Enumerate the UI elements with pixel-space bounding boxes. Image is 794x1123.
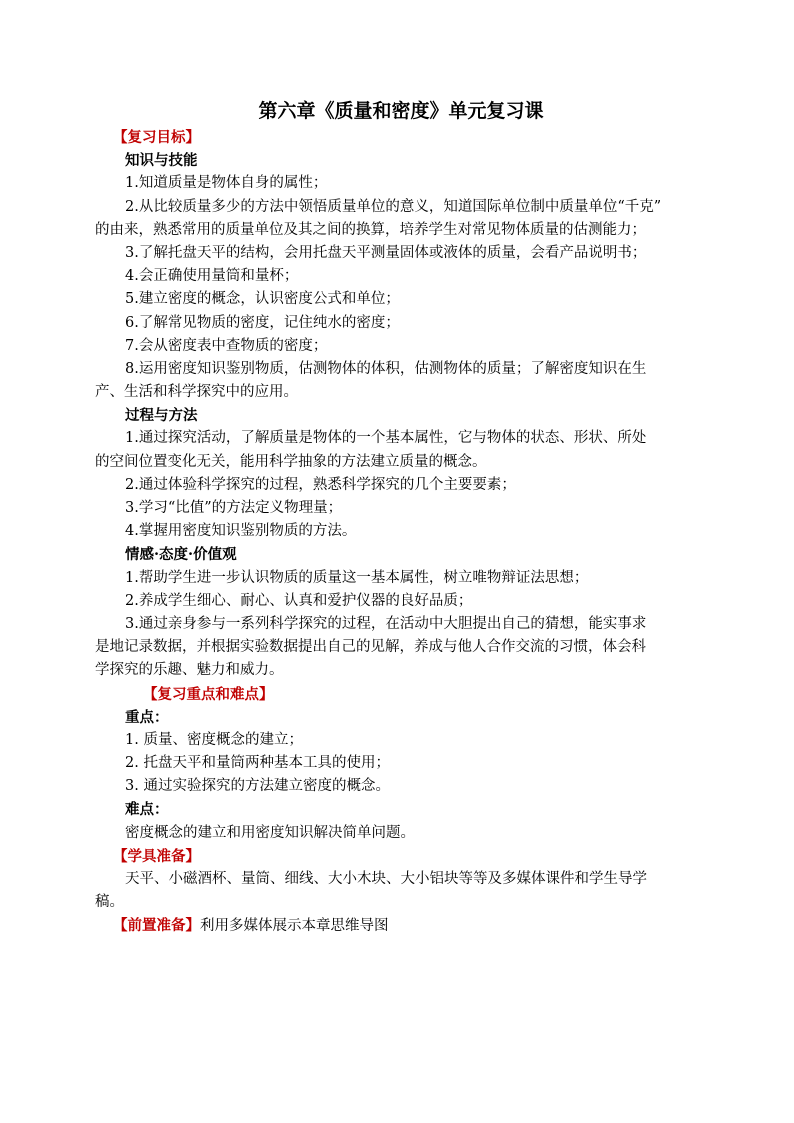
key-item: 2. 托盘天平和量筒两种基本工具的使用； — [125, 755, 390, 772]
keypoints-heading-label: 【复习重点和难点】 — [143, 685, 274, 703]
goals-heading — [95, 126, 707, 149]
attitude-item: 学探究的乐趣、魅力和威力。 — [95, 662, 284, 679]
difficult-heading: 难点： — [125, 801, 169, 819]
materials-heading-label: 【学具准备】 — [113, 847, 200, 865]
pre-section — [95, 914, 707, 937]
keypoints-heading — [95, 683, 707, 706]
attitude-heading: 情感·态度·价值观 — [125, 546, 237, 564]
attitude-item: 1.帮助学生进一步认识物质的质量这一基本属性，树立唯物辩证法思想； — [125, 569, 589, 586]
key-heading: 重点： — [125, 708, 169, 726]
attitude-item: 是地记录数据，并根据实验数据提出自己的见解，养成与他人合作交流的习惯，体会科 — [95, 639, 646, 656]
process-item: 4.掌握用密度知识鉴别物质的方法。 — [125, 523, 357, 540]
materials-heading — [95, 845, 707, 868]
knowledge-item: 5.建立密度的概念，认识密度公式和单位； — [125, 291, 400, 308]
process-heading: 过程与方法 — [125, 407, 198, 425]
attitude-item: 3.通过亲身参与一系列科学探究的过程，在活动中大胆提出自己的猜想，能实事求 — [125, 615, 647, 632]
difficult-item: 密度概念的建立和用密度知识解决简单问题。 — [125, 824, 415, 841]
process-item: 3.学习“比值”的方法定义物理量； — [125, 500, 343, 516]
goals-heading-label: 【复习目标】 — [113, 129, 200, 146]
key-item: 1. 质量、密度概念的建立； — [125, 731, 303, 748]
key-item: 3. 通过实验探究的方法建立密度的概念。 — [125, 778, 390, 795]
knowledge-item: 7.会从密度表中查物质的密度； — [125, 337, 328, 354]
knowledge-item: 3.了解托盘天平的结构，会用托盘天平测量固体或液体的质量，会看产品说明书； — [125, 244, 647, 261]
knowledge-item: 的由来，熟悉常用的质量单位及其之间的换算，培养学生对常见物体质量的估测能力； — [95, 221, 646, 238]
pre-heading-label: 【前置准备】 — [113, 917, 200, 935]
knowledge-item: 8.运用密度知识鉴别物质，估测物体的体积，估测物体的质量；了解密度知识在生 — [125, 360, 647, 377]
knowledge-item: 6.了解常见物质的密度，记住纯水的密度； — [125, 314, 400, 331]
pre-text: 利用多媒体展示本章思维导图 — [200, 918, 389, 935]
knowledge-item: 2.从比较质量多少的方法中领悟质量单位的意义，知道国际单位制中质量单位“千克” — [125, 198, 662, 215]
process-item: 1.通过探究活动，了解质量是物体的一个基本属性，它与物体的状态、形状、所处 — [125, 430, 647, 447]
process-item: 的空间位置变化无关，能用科学抽象的方法建立质量的概念。 — [95, 453, 487, 470]
attitude-item: 2.养成学生细心、耐心、认真和爱护仪器的良好品质； — [125, 592, 473, 609]
knowledge-item: 产、生活和科学探究中的应用。 — [95, 384, 298, 401]
materials-line: 天平、小磁酒杯、量筒、细线、大小木块、大小铝块等等及多媒体课件和学生导学 — [125, 871, 647, 887]
document-page — [95, 96, 707, 938]
knowledge-heading: 知识与技能 — [125, 152, 198, 170]
page-title: 第六章《质量和密度》单元复习课 — [258, 100, 544, 122]
knowledge-item: 4.会正确使用量筒和量杯； — [125, 268, 299, 285]
materials-line: 稿。 — [95, 894, 124, 911]
process-item: 2.通过体验科学探究的过程，熟悉科学探究的几个主要要素； — [125, 476, 516, 493]
knowledge-item: 1.知道质量是物体自身的属性； — [125, 175, 328, 192]
